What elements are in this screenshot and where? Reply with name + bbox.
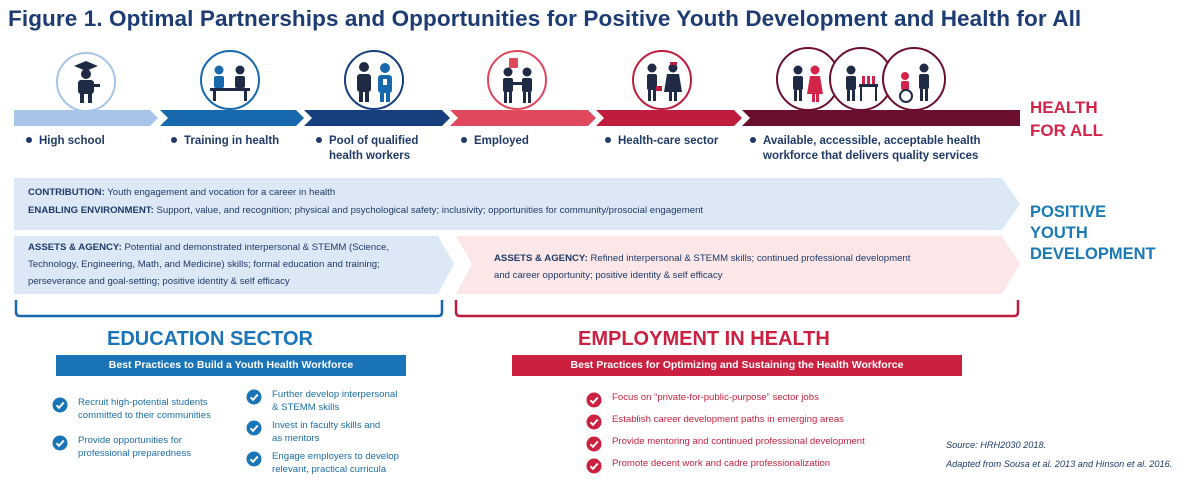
assets-employment-text: ASSETS & AGENCY: Refined interpersonal & STEMM skills; continued professional development and career opportunity; positive identity & self efficacy	[494, 253, 911, 281]
checkmark-icon	[586, 458, 602, 474]
employment-in-health-title: EMPLOYMENT IN HEALTH	[578, 328, 830, 350]
stage-label-healthcare: Health-care sector	[605, 134, 718, 149]
education-sector-title: EDUCATION SECTOR	[107, 328, 313, 350]
checkmark-icon	[246, 451, 262, 467]
checkmark-icon	[586, 436, 602, 452]
community-care-icon	[777, 48, 945, 110]
stage-label-high-school: High school	[26, 134, 105, 149]
stage-bar-healthcare	[596, 110, 742, 126]
graduate-icon	[57, 53, 115, 111]
employment-bracket	[456, 300, 1018, 316]
stage-label-employed: Employed	[461, 134, 529, 149]
education-best-practices-banner: Best Practices to Build a Youth Health Workforce	[56, 355, 406, 376]
employment-item-mentoring: Provide mentoring and continued professional development	[612, 435, 865, 448]
stage-bar-training	[160, 110, 304, 126]
handshake-icon	[488, 51, 546, 109]
education-item-employers: Engage employers to develop relevant, practical curricula	[272, 450, 399, 476]
checkmark-icon	[52, 435, 68, 451]
employment-item-private-for-public: Focus on “private-for-public-purpose” sector jobs	[612, 391, 819, 404]
stage-label-pool: Pool of qualified health workers	[316, 134, 418, 164]
checkmark-icon	[246, 389, 262, 405]
enabling-environment-text: ENABLING ENVIRONMENT: Support, value, and recognition; physical and psychological safety; inclusivity; opportunities for community/prosocial engagement	[28, 205, 704, 216]
assets-education-text: ASSETS & AGENCY: Potential and demonstrated interpersonal & STEMM (Science, Technology, Engineering, Math, and Medicine) skills; formal education and training; perseverance and goal-setting; positive identity & self efficacy	[28, 242, 389, 287]
education-item-recruit: Recruit high-potential students committed to their communities	[78, 396, 211, 422]
figure-title: Figure 1. Optimal Partnerships and Opportunities for Positive Youth Development and Health for All	[8, 6, 1082, 31]
stage-bar-high-school	[14, 110, 158, 126]
checkmark-icon	[246, 420, 262, 436]
education-bracket	[16, 300, 442, 316]
health-for-all-heading: HEALTH FOR ALL	[1030, 98, 1104, 140]
employment-item-decent-work: Promote decent work and cadre professionalization	[612, 457, 830, 470]
checkmark-icon	[586, 392, 602, 408]
checkmark-icon	[586, 414, 602, 430]
employment-item-career-paths: Establish career development paths in emerging areas	[612, 413, 844, 426]
stage-label-training: Training in health	[171, 134, 279, 149]
stage-label-workforce: Available, accessible, acceptable health workforce that delivers quality services	[750, 134, 981, 164]
employment-best-practices-banner: Best Practices for Optimizing and Sustaining the Health Workforce	[512, 355, 962, 376]
education-item-faculty: Invest in faculty skills and as mentors	[272, 419, 380, 445]
positive-youth-development-heading: POSITIVE YOUTH DEVELOPMENT	[1030, 203, 1156, 263]
stage-bar-pool	[304, 110, 450, 126]
health-workers-icon	[345, 51, 403, 109]
stage-bar-employed	[450, 110, 596, 126]
education-item-skills: Further develop interpersonal & STEMM skills	[272, 388, 397, 414]
adapted-from-note: Adapted from Sousa et al. 2013 and Hinson et al. 2016.	[946, 459, 1173, 469]
education-item-preparedness: Provide opportunities for professional preparedness	[78, 434, 191, 460]
checkmark-icon	[52, 397, 68, 413]
stage-bar-workforce	[742, 110, 1020, 126]
source-note: Source: HRH2030 2018.	[946, 440, 1047, 450]
doctor-nurse-icon	[633, 51, 691, 109]
classroom-icon	[201, 51, 259, 109]
contribution-text: CONTRIBUTION: Youth engagement and vocation for a career in health	[28, 187, 336, 198]
